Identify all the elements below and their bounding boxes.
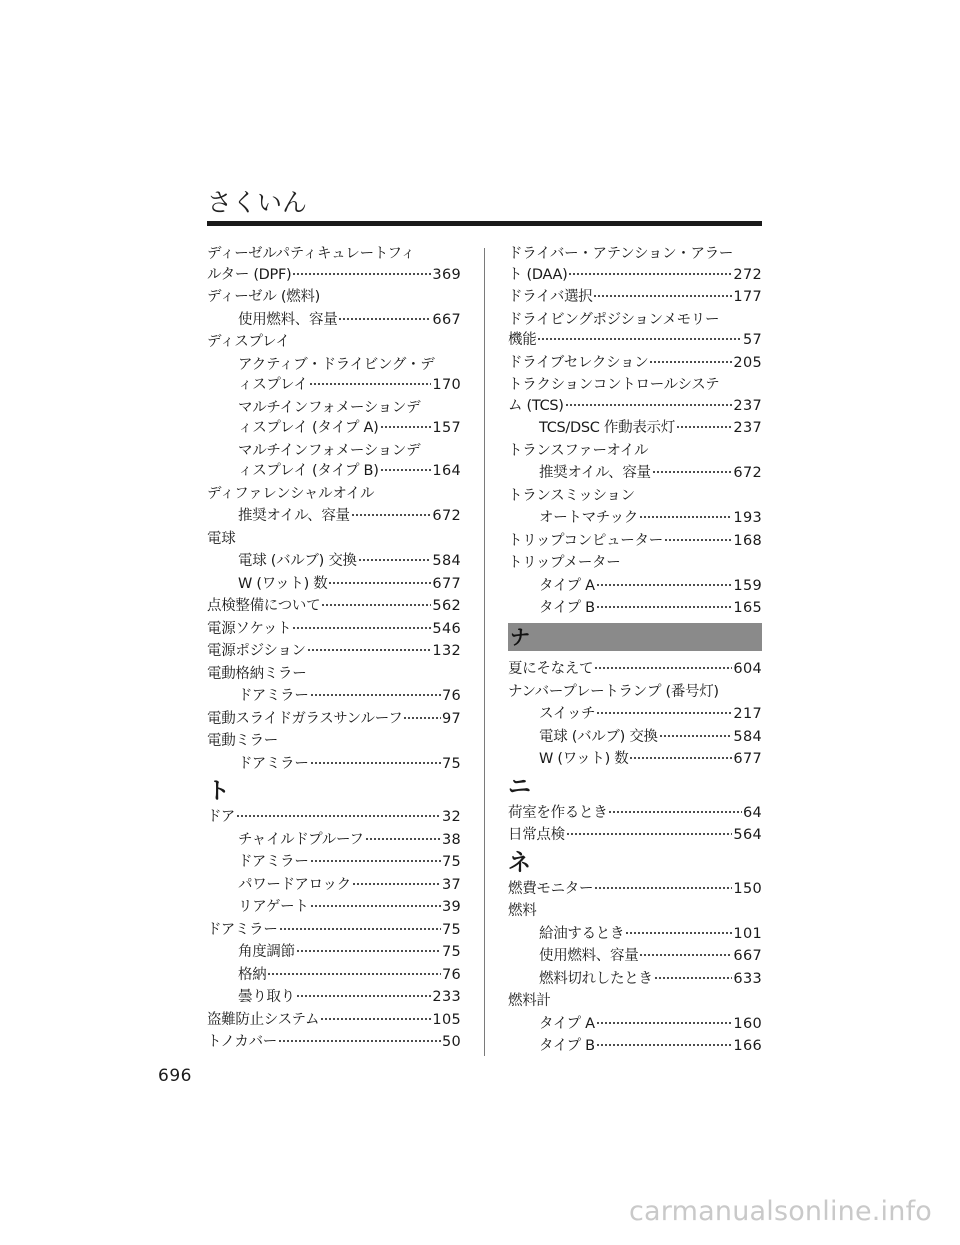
entry-label: TCS/DSC 作動表示灯	[539, 420, 675, 436]
index-entry[interactable]	[508, 486, 762, 506]
page-ref: 164	[432, 463, 461, 479]
dot-leader	[639, 954, 732, 956]
entry-label: ドアミラー	[207, 921, 278, 938]
page-ref: 50	[441, 1034, 461, 1050]
dot-leader	[403, 717, 441, 719]
entry-label: ディファレンシャルオイル	[207, 485, 375, 502]
page-ref: 369	[432, 266, 461, 283]
page-ref: 546	[432, 620, 461, 637]
page-ref: 633	[733, 970, 762, 987]
page-ref: 177	[733, 289, 762, 305]
entry-label: トノカバー	[207, 1034, 277, 1050]
index-entry[interactable]	[508, 825, 762, 845]
page-ref: 677	[432, 575, 461, 592]
index-subentry[interactable]	[508, 598, 762, 618]
index-subentry[interactable]	[508, 749, 762, 769]
entry-label: ドアミラー	[238, 688, 309, 704]
entry-label: ディーゼル (燃料)	[207, 289, 320, 305]
page-ref: 159	[733, 577, 762, 594]
page-ref: 75	[441, 944, 461, 960]
index-entry[interactable]	[207, 287, 461, 307]
index-column-left	[207, 244, 461, 1055]
entry-label: 角度調節	[238, 944, 295, 960]
index-entry[interactable]	[508, 310, 762, 351]
page-ref: 562	[432, 598, 461, 614]
index-entry[interactable]	[508, 901, 762, 921]
entry-label: 機能	[508, 332, 537, 348]
dot-leader	[352, 883, 441, 885]
index-subentry[interactable]	[508, 969, 762, 989]
dot-leader	[594, 667, 732, 669]
page-ref: 150	[733, 880, 762, 897]
page-ref: 672	[733, 465, 762, 481]
entry-label: 燃費モニター	[508, 880, 594, 897]
page-ref: 32	[441, 809, 461, 825]
page-ref: 132	[432, 643, 461, 659]
dot-leader	[594, 887, 732, 889]
entry-label: トラクションコントロールシステ	[508, 377, 720, 393]
page-ref: 170	[432, 377, 461, 393]
dot-leader	[652, 471, 733, 473]
entry-label: ィスプレイ (タイプ B)	[238, 463, 379, 479]
entry-label: W (ワット) 数	[539, 751, 629, 767]
dot-leader	[292, 273, 431, 275]
entry-label: 盗難防止システム	[207, 1011, 320, 1028]
dot-leader	[380, 469, 432, 471]
index-entry[interactable]	[508, 553, 762, 573]
index-subentry[interactable]	[508, 463, 762, 483]
index-subentry[interactable]	[508, 1014, 762, 1034]
dot-leader	[267, 973, 441, 975]
dot-leader	[537, 338, 742, 340]
entry-label: ム (TCS)	[508, 397, 564, 414]
entry-label: ナンバープレートランプ (番号灯)	[508, 683, 719, 700]
page-ref: 57	[742, 332, 762, 348]
dot-leader	[596, 1022, 733, 1024]
index-subentry[interactable]	[508, 946, 762, 966]
index-subentry[interactable]	[207, 754, 461, 774]
index-entry[interactable]	[508, 659, 762, 679]
index-subentry[interactable]	[207, 574, 461, 594]
index-entry[interactable]	[207, 484, 461, 504]
dot-leader	[351, 514, 432, 516]
index-entry[interactable]	[207, 529, 461, 549]
index-entry[interactable]	[508, 803, 762, 823]
entry-label: リアゲート	[238, 899, 309, 915]
dot-leader	[596, 584, 733, 586]
index-subentry[interactable]	[207, 942, 461, 962]
dot-leader	[309, 383, 432, 385]
index-subentry[interactable]	[207, 852, 461, 872]
entry-label: 曇り取り	[238, 989, 295, 1005]
column-divider	[484, 248, 485, 1056]
entry-label: スイッチ	[539, 706, 596, 722]
dot-leader	[358, 559, 432, 561]
dot-leader	[608, 811, 742, 813]
index-subentry[interactable]	[207, 551, 461, 571]
dot-leader	[649, 361, 732, 363]
page-title: さくいん	[207, 188, 308, 217]
page-ref: 165	[733, 600, 762, 616]
entry-label: マルチインフォメーションデ	[238, 399, 421, 416]
page-ref: 672	[432, 508, 461, 524]
entry-label: ドアミラー	[238, 854, 309, 870]
page-ref: 604	[733, 661, 762, 677]
entry-label: パワードアロック	[238, 876, 351, 893]
page-ref: 75	[441, 854, 461, 870]
index-entry[interactable]	[508, 353, 762, 373]
dot-leader	[310, 905, 441, 907]
page-ref: 38	[441, 831, 461, 848]
entry-label: 使用燃料、容量	[238, 311, 338, 328]
index-subentry[interactable]	[207, 965, 461, 985]
page-ref: 237	[733, 397, 762, 414]
dot-leader	[338, 318, 431, 320]
dot-leader	[566, 833, 733, 835]
dot-leader	[307, 649, 432, 651]
index-entry[interactable]	[508, 991, 762, 1011]
index-entry[interactable]	[508, 244, 762, 285]
entry-label: タイプ A	[539, 577, 595, 594]
dot-leader	[292, 627, 431, 629]
dot-leader	[365, 838, 441, 840]
index-entry[interactable]	[207, 641, 461, 661]
entry-label: ディスプレイ	[207, 334, 290, 350]
dot-leader	[568, 273, 732, 275]
index-subentry[interactable]	[207, 987, 461, 1007]
section-heading: ナ	[508, 623, 762, 651]
page-ref: 39	[441, 899, 461, 915]
entry-label: ト (DAA)	[508, 266, 568, 283]
entry-label: W (ワット) 数	[238, 575, 328, 592]
index-subentry[interactable]	[508, 508, 762, 528]
index-entry[interactable]	[207, 596, 461, 616]
entry-label: ィスプレイ	[238, 377, 308, 393]
entry-label: トリップメーター	[508, 555, 621, 571]
index-subentry[interactable]	[207, 506, 461, 526]
index-entry[interactable]	[207, 920, 461, 940]
index-column-right	[508, 244, 762, 1059]
dot-leader	[328, 582, 431, 584]
entry-label: オートマチック	[539, 510, 638, 526]
entry-label: 燃料切れしたとき	[539, 970, 653, 987]
index-entry[interactable]	[207, 244, 461, 285]
dot-leader	[625, 932, 732, 934]
page-ref: 584	[733, 728, 762, 745]
entry-label: マルチインフォメーションデ	[238, 442, 421, 459]
watermark: carmanualsonline.info	[629, 1196, 932, 1227]
index-entry[interactable]	[508, 375, 762, 416]
page-ref: 237	[733, 420, 762, 436]
dot-leader	[321, 604, 431, 606]
dot-leader	[593, 295, 732, 297]
dot-leader	[659, 735, 733, 737]
entry-label: 燃料計	[508, 993, 551, 1009]
page-ref: 564	[733, 827, 762, 843]
index-subentry[interactable]	[508, 418, 762, 438]
index-subentry[interactable]	[508, 704, 762, 724]
index-entry[interactable]	[508, 287, 762, 307]
dot-leader	[278, 1040, 441, 1042]
dot-leader	[310, 762, 441, 764]
entry-label: 電球	[207, 530, 236, 547]
title-rule	[207, 221, 762, 226]
index-subentry[interactable]	[207, 441, 461, 482]
entry-label: ドライビングポジションメモリー	[508, 311, 720, 328]
entry-label: 電動格納ミラー	[207, 665, 307, 682]
dot-leader	[565, 404, 733, 406]
index-subentry[interactable]	[207, 355, 461, 396]
entry-label: ディーゼルパティキュレートフィ	[207, 246, 415, 262]
entry-label: トランスファーオイル	[508, 442, 649, 459]
dot-leader	[296, 995, 432, 997]
entry-label: 燃料	[508, 903, 537, 919]
section-heading: ネ	[508, 849, 531, 876]
dot-leader	[236, 815, 441, 817]
dot-leader	[664, 539, 733, 541]
index-subentry[interactable]	[207, 897, 461, 917]
page-ref: 101	[733, 925, 762, 942]
entry-label: 給油するとき	[539, 925, 625, 942]
entry-label: タイプ B	[539, 1038, 595, 1054]
entry-label: 使用燃料、容量	[539, 948, 639, 964]
page-ref: 75	[441, 921, 461, 938]
page-ref: 584	[432, 553, 461, 569]
entry-label: 電源ソケット	[207, 620, 292, 637]
page-ref: 667	[432, 311, 461, 328]
page-ref: 677	[733, 751, 762, 767]
entry-label: ルター (DPF)	[207, 266, 292, 283]
index-entry[interactable]	[207, 1010, 461, 1030]
entry-label: トリップコンピューター	[508, 532, 663, 549]
index-subentry[interactable]	[207, 830, 461, 850]
entry-label: ドライブセレクション	[508, 354, 649, 371]
page-ref: 667	[733, 948, 762, 964]
index-entry[interactable]	[207, 619, 461, 639]
index-entry[interactable]	[207, 332, 461, 352]
entry-label: ドライバー・アテンション・アラー	[508, 246, 734, 262]
page-ref: 64	[742, 804, 762, 821]
index-entry[interactable]	[207, 807, 461, 827]
entry-label: 電球 (バルブ) 交換	[539, 728, 658, 745]
index-subentry[interactable]	[207, 310, 461, 330]
page-number: 696	[158, 1066, 192, 1086]
dot-leader	[639, 516, 732, 518]
dot-leader	[296, 950, 441, 952]
index-subentry[interactable]	[508, 727, 762, 747]
entry-label: ドア	[207, 809, 235, 825]
page-ref: 75	[441, 755, 461, 772]
entry-label: トランスミッション	[508, 487, 635, 504]
page-ref: 272	[733, 266, 762, 283]
section-heading: ト	[207, 778, 230, 804]
entry-label: タイプ B	[539, 600, 595, 616]
dot-leader	[596, 712, 732, 714]
page-ref: 76	[441, 966, 461, 983]
entry-label: ィスプレイ (タイプ A)	[238, 420, 379, 436]
entry-label: ドライバ選択	[508, 289, 593, 305]
index-subentry[interactable]	[207, 686, 461, 706]
entry-label: 夏にそなえて	[508, 661, 594, 677]
dot-leader	[310, 860, 441, 862]
index-entry[interactable]	[508, 531, 762, 551]
entry-label: 荷室を作るとき	[508, 804, 608, 821]
index-subentry[interactable]	[207, 398, 461, 439]
dot-leader	[310, 694, 441, 696]
page-ref: 76	[441, 688, 461, 704]
entry-label: 電球 (バルブ) 交換	[238, 553, 357, 569]
page-ref: 205	[733, 354, 762, 371]
entry-label: 日常点検	[508, 827, 565, 843]
index-entry[interactable]	[508, 441, 762, 461]
index-entry[interactable]	[207, 1032, 461, 1052]
section-heading: ニ	[508, 773, 531, 800]
index-entry[interactable]	[207, 664, 461, 684]
entry-label: チャイルドプルーフ	[238, 831, 364, 848]
page-ref: 157	[432, 420, 461, 436]
dot-leader	[629, 757, 732, 759]
entry-label: 電源ポジション	[207, 643, 306, 659]
entry-label: 推奨オイル、容量	[539, 465, 651, 481]
index-entry[interactable]	[207, 709, 461, 729]
index-entry[interactable]	[508, 682, 762, 702]
index-subentry[interactable]	[508, 1036, 762, 1056]
dot-leader	[654, 977, 733, 979]
page-ref: 217	[733, 706, 762, 722]
dot-leader	[320, 1018, 431, 1020]
entry-label: 電動スライドガラスサンルーフ	[207, 710, 403, 727]
dot-leader	[279, 928, 441, 930]
entry-label: 電動ミラー	[207, 733, 278, 749]
page-ref: 193	[733, 510, 762, 526]
index-entry[interactable]	[207, 731, 461, 751]
page-ref: 166	[733, 1038, 762, 1054]
dot-leader	[596, 1044, 733, 1046]
page-ref: 168	[733, 532, 762, 549]
dot-leader	[596, 606, 733, 608]
page-ref: 233	[432, 989, 461, 1005]
dot-leader	[380, 426, 432, 428]
index-subentry[interactable]	[508, 576, 762, 596]
index-subentry[interactable]	[207, 875, 461, 895]
page-ref: 160	[733, 1015, 762, 1032]
page-ref: 37	[441, 876, 461, 893]
entry-label: タイプ A	[539, 1015, 595, 1032]
index-entry[interactable]	[508, 879, 762, 899]
entry-label: 格納	[238, 966, 267, 983]
entry-label: ドアミラー	[238, 755, 309, 772]
page-ref: 105	[432, 1011, 461, 1028]
entry-label: 推奨オイル、容量	[238, 508, 350, 524]
entry-label: 点検整備について	[207, 598, 321, 614]
page-ref: 97	[441, 710, 461, 727]
dot-leader	[676, 426, 732, 428]
index-subentry[interactable]	[508, 924, 762, 944]
entry-label: アクティブ・ドライビング・デ	[238, 356, 435, 373]
